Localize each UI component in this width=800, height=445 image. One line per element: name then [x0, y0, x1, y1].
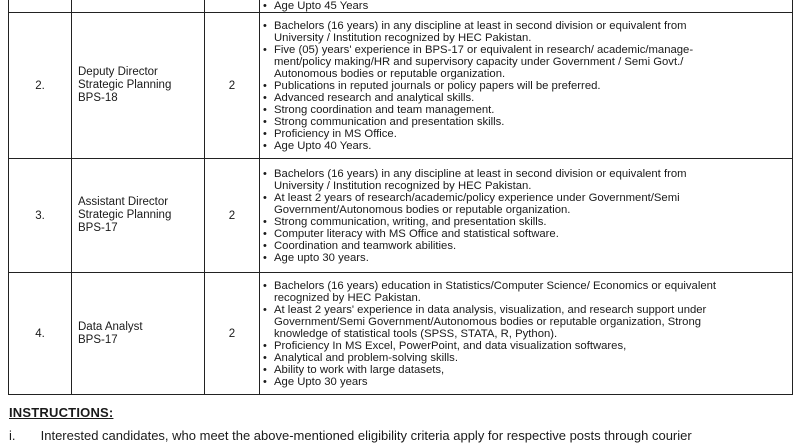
requirement-line: ment/policy making/HR and supervisory capacity under Government / Semi Govt./	[274, 55, 684, 68]
requirement-line: • Strong communication and presentation skills.	[260, 116, 786, 128]
requirements-cell	[260, 13, 793, 159]
requirement-line: • Computer literacy with MS Office and statistical software.	[260, 228, 786, 240]
table-row	[9, 273, 793, 395]
requirements-list	[260, 168, 792, 264]
post-name-line: BPS-17	[78, 222, 118, 234]
requirements-cell	[260, 159, 793, 273]
serial-number-cell	[9, 0, 72, 13]
requirement-line: • Strong coordination and team management.	[260, 104, 786, 116]
number-of-posts-cell	[205, 0, 260, 13]
job-requirements-table	[8, 0, 793, 395]
instruction-number: i.	[9, 428, 16, 443]
instruction-text: Interested candidates, who meet the above-mentioned eligibility criteria apply for respective posts through courier	[40, 428, 692, 443]
post-name-cell	[72, 13, 205, 159]
requirement-line: • Age Upto 45 Years	[260, 0, 786, 12]
requirements-list	[260, 280, 792, 388]
post-name-line: Strategic Planning	[78, 79, 172, 91]
requirement-line: • Bachelors (16 years) education in Statistics/Computer Science/ Economics or equivalent	[260, 280, 786, 292]
requirement-line: • Ability to work with large datasets,	[260, 364, 786, 376]
requirement-line: • Proficiency In MS Excel, PowerPoint, and data visualization softwares,	[260, 340, 786, 352]
post-name-cell	[72, 159, 205, 273]
requirement-line: • Age Upto 30 years	[260, 376, 786, 388]
serial-number-cell: 4.	[9, 273, 72, 395]
requirements-cell	[260, 273, 793, 395]
table-row	[9, 159, 793, 273]
requirement-line: • Coordination and teamwork abilities.	[260, 240, 786, 252]
serial-number-cell: 2.	[9, 13, 72, 159]
post-name-line: Assistant Director	[78, 196, 169, 208]
instruction-item	[9, 428, 692, 443]
requirement-line: • At least 2 years' experience in data analysis, visualization, and research support under	[260, 304, 786, 316]
number-of-posts-cell: 2	[205, 159, 260, 273]
requirement-line: University / Institution recognized by HEC Pakistan.	[274, 179, 532, 192]
requirement-line: • Publications in reputed journals or policy papers will be preferred.	[260, 80, 786, 92]
requirements-list	[260, 20, 792, 152]
post-name-line: BPS-17	[78, 333, 118, 346]
number-of-posts-cell: 2	[205, 273, 260, 395]
requirements-cell	[260, 0, 793, 13]
post-name-line: Strategic Planning	[78, 209, 172, 221]
requirement-line: • Strong communication, writing, and presentation skills.	[260, 216, 786, 228]
post-name-cell	[72, 273, 205, 395]
requirement-line: Government/Semi Government/Autonomous bodies or reputable organization, Strong	[274, 315, 702, 328]
requirement-line: knowledge of statistical tools (SPSS, STATA, R, Python).	[274, 327, 558, 340]
requirement-line: • Analytical and problem-solving skills.	[260, 352, 786, 364]
requirement-line: Government/Autonomous bodies or reputable organization.	[274, 203, 571, 216]
instructions-heading: INSTRUCTIONS:	[9, 405, 114, 420]
post-name-line: BPS-18	[78, 92, 118, 104]
table-row	[9, 13, 793, 159]
requirement-line: University / Institution recognized by HEC Pakistan.	[274, 31, 532, 44]
requirement-line: • At least 2 years of research/academic/policy experience under Government/Semi	[260, 192, 786, 204]
requirement-line: • Age upto 30 years.	[260, 252, 786, 264]
post-name-line: Deputy Director	[78, 66, 158, 78]
requirement-line: • Bachelors (16 years) in any discipline at least in second division or equivalent from	[260, 168, 786, 180]
requirements-list	[260, 0, 792, 12]
requirement-line: recognized by HEC Pakistan.	[274, 291, 421, 304]
serial-number-cell: 3.	[9, 159, 72, 273]
requirement-line: • Five (05) years' experience in BPS-17 or equivalent in research/ academic/manage-	[260, 44, 786, 56]
requirement-line: • Proficiency in MS Office.	[260, 128, 786, 140]
requirement-line: Autonomous bodies or reputable organization.	[274, 67, 506, 80]
requirement-line: • Bachelors (16 years) in any discipline at least in second division or equivalent from	[260, 20, 786, 32]
number-of-posts-cell: 2	[205, 13, 260, 159]
requirement-line: • Advanced research and analytical skills.	[260, 92, 786, 104]
post-name-cell	[72, 0, 205, 13]
post-name-line: Data Analyst	[78, 320, 143, 333]
requirement-line: • Age Upto 40 Years.	[260, 140, 786, 152]
table-row	[9, 0, 793, 13]
